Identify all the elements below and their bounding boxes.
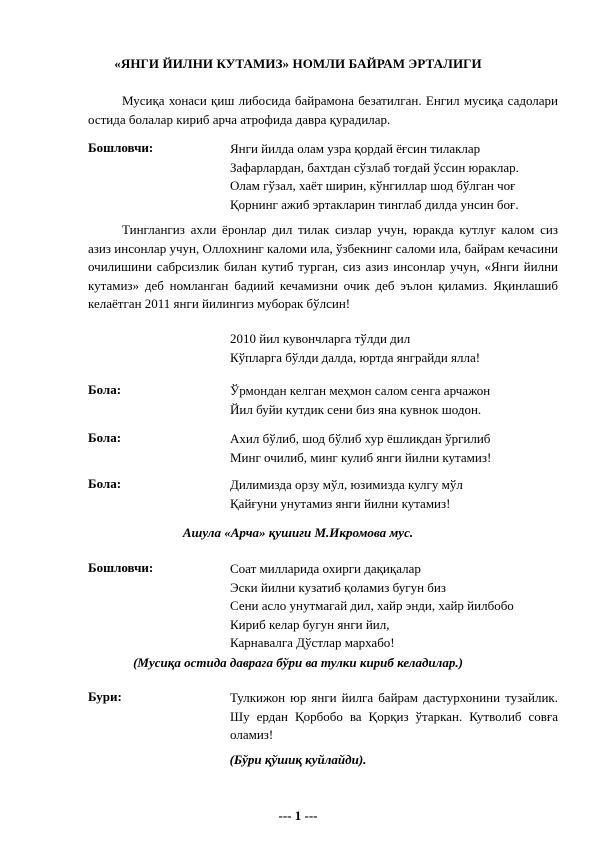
verse-block [230, 430, 491, 467]
verse-line: Ахил бўлиб, шод бўлиб хур ёшликдан ўргилиб [230, 431, 491, 446]
verse-line: Қорнинг ажиб эртакларин тинглаб дилда унсин боғ. [230, 196, 519, 212]
verse-line: Дилимизда орзу мўл, юзимизда кулгу мўл [230, 477, 463, 492]
verse-line: Эски йилни кузатиб қоламиз бугун биз [230, 579, 446, 595]
speaker-label: Бола: [88, 430, 122, 445]
verse-line: Сени асло унутмагай дил, хайр энди, хайр йилбобо [230, 598, 514, 613]
verse-line: Минг очилиб, минг кулиб янги йилни кутамиз! [230, 449, 492, 465]
stage-direction: (Мусиқа остида даврага бўри ва тулки кириб келадилар.) [133, 655, 463, 670]
verse-block [230, 330, 480, 367]
speaker-label: Бола: [88, 476, 122, 491]
song-note: Ашула «Арча» қушиғи М.Икромова мус. [182, 525, 414, 540]
verse-line: Ўрмондан келган меҳмон салом сенга арчажон [230, 383, 491, 398]
verse-line: Зафарлардан, бахтдан сўзлаб тоғдай ўссин юраклар. [230, 159, 519, 175]
intro-paragraph [88, 92, 558, 129]
intro-text: Мусиқа хонаси қиш либосида байрамона безатилган. Енгил мусиқа садолари остида болалар кириб арча атрофида давра қурадилар. [88, 93, 558, 127]
verse-line: Кириб келар бугун янги йил, [230, 616, 390, 632]
page-title: «ЯНГИ ЙИЛНИ КУТАМИЗ» НОМЛИ БАЙРАМ ЭРТАЛИГИ [114, 56, 482, 71]
verse-line: Соат милларида охирги дақиқалар [230, 561, 421, 576]
verse-block [230, 140, 519, 214]
speech-text: Тулкижон юр янги йилга байрам дастурхонини тузайлик. Шу ердан Қорбобо ва Қорқиз ўтаркан. Кутволиб совға оламиз! [230, 690, 558, 742]
speaker-label: Бури: [88, 689, 122, 704]
verse-line: Олам гўзал, хаёт ширин, кўнгиллар шод бўлган чоғ [230, 178, 516, 193]
verse-line: 2010 йил кувончларга тўлди дил [230, 331, 411, 346]
speaker-label: Бошловчи: [88, 140, 154, 155]
verse-line: Янги йилда олам узра қордай ёғсин тилаклар [230, 141, 481, 156]
verse-block [230, 560, 514, 653]
speaker-label: Бошловчи: [88, 560, 154, 575]
verse-block [230, 476, 463, 513]
verse-line: Кўпларга бўлди далда, юртда янграйди ялла! [230, 349, 481, 365]
page-number: --- 1 --- [278, 808, 318, 823]
stage-direction: (Бўри қўшиқ куйлайди). [229, 752, 367, 767]
body-text: Тинглангиз ахли ёронлар дил тилак сизлар учун, юракда кутлуғ калом сиз азиз инсонлар учун, Оллохнинг каломи ила, ўзбекнинг саломи ила, байрам кечасини очилишини сабрсизлик билан кутиб турган, сиз азиз инсонлар учун, «Янги йилни кутамиз» деб номланган бадиий кечамизни очик деб эълон қиламиз. Яқинлашиб келаётган 2011 янги йилингиз муборак бўлсин! [88, 222, 558, 311]
body-paragraph [88, 221, 558, 314]
verse-line: Қайғуни унутамиз янги йилни кутамиз! [230, 495, 451, 511]
speaker-label: Бола: [88, 382, 122, 397]
verse-block [230, 382, 490, 419]
verse-line: Карнавалга Дўстлар мархабо! [230, 635, 395, 650]
verse-line: Йил буйи кутдик сени биз яна кувнок шодон. [230, 401, 482, 417]
